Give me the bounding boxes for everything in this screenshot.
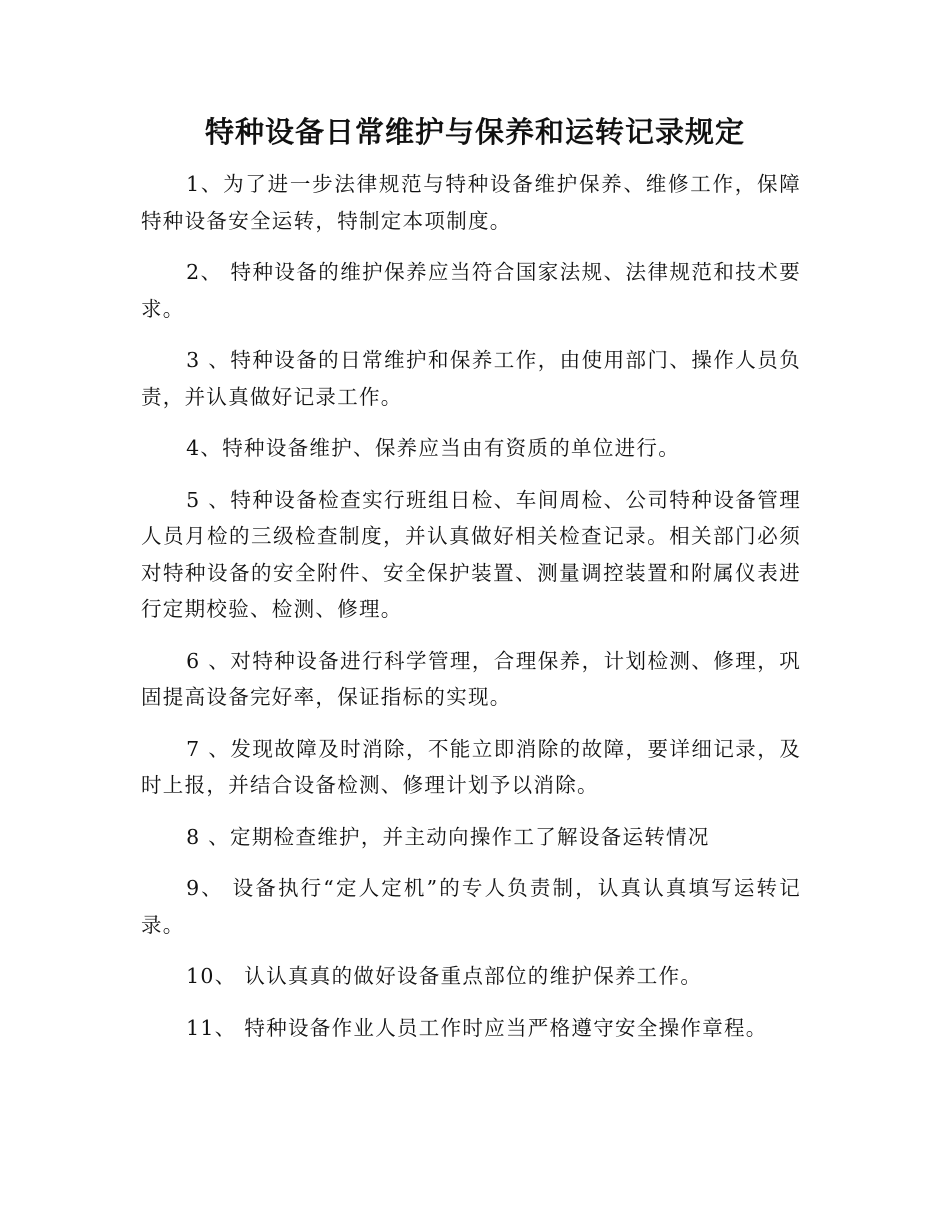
paragraph-1: 1、为了进一步法律规范与特种设备维护保养、维修工作，保障特种设备安全运转，特制定本项制度。 [141, 172, 801, 233]
paragraph-9: 9、 设备执行“定人定机”的专人负责制，认真认真填写运转记录。 [141, 876, 801, 937]
paragraph-5: 5 、特种设备检查实行班组日检、车间周检、公司特种设备管理人员月检的三级检查制度，并认真做好相关检查记录。相关部门必须对特种设备的安全附件、安全保护装置、测量调控装置和附属仪表进行定期校验、检测、修理。 [141, 487, 801, 621]
paragraph-11: 11、 特种设备作业人员工作时应当严格遵守安全操作章程。 [186, 1015, 768, 1040]
paragraph-10: 10、 认认真真的做好设备重点部位的维护保养工作。 [186, 964, 703, 988]
paragraph-7: 7 、发现故障及时消除，不能立即消除的故障，要详细记录，及时上报，并结合设备检测、修理计划予以消除。 [141, 736, 801, 797]
document-body [141, 166, 801, 1061]
paragraph-3: 3 、特种设备的日常维护和保养工作，由使用部门、操作人员负责，并认真做好记录工作。 [141, 348, 801, 409]
paragraph-8: 8 、定期检查维护，并主动向操作工了解设备运转情况 [186, 824, 710, 849]
document-title: 特种设备日常维护与保养和运转记录规定 [204, 115, 745, 149]
paragraph-4: 4、特种设备维护、保养应当由有资质的单位进行。 [186, 436, 681, 460]
paragraph-6: 6 、对特种设备进行科学管理，合理保养，计划检测、修理，巩固提高设备完好率，保证指标的实现。 [141, 648, 801, 709]
paragraph-2: 2、 特种设备的维护保养应当符合国家法规、法律规范和技术要求。 [141, 260, 801, 321]
